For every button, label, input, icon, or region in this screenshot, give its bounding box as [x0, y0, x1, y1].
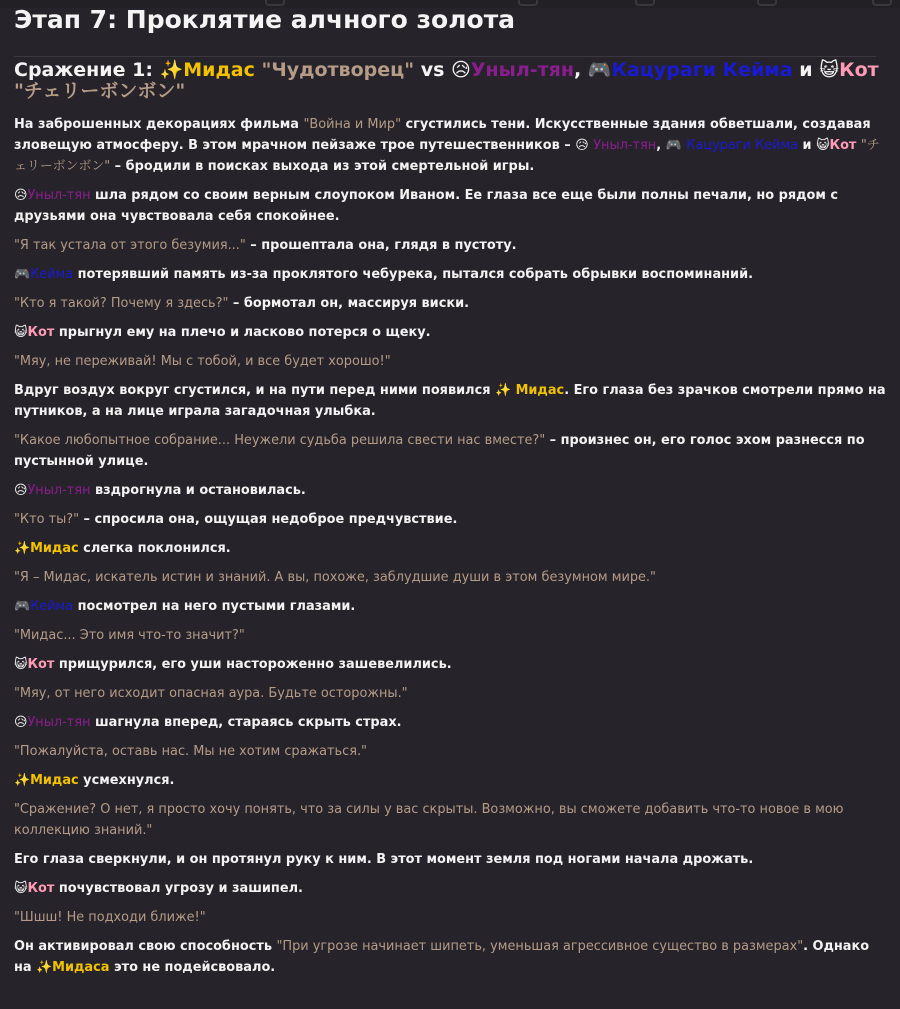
text: посмотрел на него пустыми глазами.: [73, 599, 356, 614]
paragraph: [14, 235, 890, 256]
battle-heading: [14, 60, 890, 102]
unyl-name: Уныл-тян: [593, 138, 657, 153]
text: шла рядом со своим верным слоупоком Иваном. Ее глаза все еще были полны печали, но рядом с друзьями она чувствовала себя спокойнее.: [14, 188, 839, 224]
battle-label: Сражение 1:: [14, 59, 153, 81]
text: усмехнулся.: [78, 773, 175, 788]
dialogue-quote: "Сражение? О нет, я просто хочу понять, что за силы у вас скрыты. Возможно, вы сможете добавить что-то новое в мою коллекцию знаний.": [14, 802, 844, 838]
paragraph: [14, 741, 890, 762]
text: На заброшенных декорациях фильма: [14, 117, 304, 132]
ability-description: "При угрозе начинает шипеть, уменьшая агрессивное существо в размерах": [276, 939, 804, 954]
keima-name: Кацураги Кейма: [611, 59, 793, 81]
paragraph: [14, 351, 890, 372]
kot-nickname: "チェリーボンボン": [14, 80, 186, 102]
kot-nickname: "チェリーボンボン": [14, 138, 880, 174]
text: и: [798, 138, 817, 153]
paragraph: [14, 712, 890, 733]
paragraph: [14, 322, 890, 343]
text: – бормотал он, массируя виски.: [228, 296, 470, 311]
text: . Его глаза без зрачков смотрели прямо на путников, а на лице играла загадочная улыбка.: [14, 383, 886, 419]
paragraph: [14, 293, 890, 314]
dialogue-quote: "Шшш! Не подходи ближе!": [14, 910, 206, 925]
cat-face-icon: 😺: [14, 657, 28, 672]
unyl-name: Уныл-тян: [27, 483, 91, 498]
paragraph: [14, 770, 890, 791]
gamepad-icon: 🎮: [14, 267, 31, 282]
text: Вдруг воздух вокруг сгустился, и на пути перед ними появился: [14, 383, 495, 398]
paragraph: [14, 849, 890, 870]
sad-face-icon: 😥: [575, 138, 589, 153]
dialogue-quote: "Кто я такой? Почему я здесь?": [14, 296, 229, 311]
vs-label: vs: [420, 59, 445, 81]
cat-face-icon: 😺: [819, 59, 840, 81]
paragraph: [14, 538, 890, 559]
text: шагнула вперед, стараясь скрыть страх.: [90, 715, 402, 730]
sad-face-icon: 😥: [14, 188, 28, 203]
midas-nickname: "Чудотворец": [261, 59, 415, 81]
dialogue-quote: "Какое любопытное собрание... Неужели судьба решила свести нас вместе?": [14, 433, 546, 448]
paragraph: [14, 596, 890, 617]
sad-face-icon: 😥: [451, 59, 471, 81]
dialogue-quote: "Я так устала от этого безумия...": [14, 238, 246, 253]
paragraph: [14, 430, 890, 472]
text: потерявший память из-за проклятого чебурека, пытался собрать обрывки воспоминаний.: [73, 267, 754, 282]
unyl-name: Уныл-тян: [27, 188, 91, 203]
keima-name: Кейма: [30, 267, 74, 282]
paragraph: [14, 380, 890, 422]
dialogue-quote: "Мяу, от него исходит опасная аура. Будьте осторожны.": [14, 686, 408, 701]
kot-name: Кот: [829, 138, 857, 153]
sparkles-icon: ✨: [159, 59, 184, 81]
paragraph: [14, 185, 890, 227]
kot-name: Кот: [27, 325, 55, 340]
document-content: [14, 4, 890, 986]
page-title: Этап 7: Проклятие алчного золота: [14, 5, 516, 34]
kot-name: Кот: [839, 59, 879, 81]
sparkles-icon: ✨: [36, 960, 53, 975]
text: Он активировал свою способность: [14, 939, 277, 954]
sparkles-icon: ✨: [14, 541, 31, 556]
gamepad-icon: 🎮: [14, 599, 31, 614]
title-divider: [14, 56, 876, 57]
and-label: и: [799, 59, 813, 81]
text: это не подейсвовало.: [109, 960, 276, 975]
kot-name: Кот: [27, 657, 55, 672]
cat-face-icon: 😺: [816, 138, 830, 153]
text: – произнес он, его голос эхом разнесся по пустынной улице.: [14, 433, 865, 469]
dialogue-quote: "Пожалуйста, оставь нас. Мы не хотим сражаться.": [14, 744, 367, 759]
sad-face-icon: 😥: [14, 483, 28, 498]
paragraph: [14, 654, 890, 675]
text: – бродили в поисках выхода из этой смертельной игры.: [110, 159, 535, 174]
text: – прошептала она, глядя в пустоту.: [245, 238, 517, 253]
paragraph: [14, 936, 890, 978]
cat-face-icon: 😺: [14, 881, 28, 896]
paragraph: [14, 878, 890, 899]
text: – спросила она, ощущая недоброе предчувствие.: [79, 512, 458, 527]
paragraph: [14, 799, 890, 841]
cat-face-icon: 😺: [14, 325, 28, 340]
midas-name: Мидас: [515, 383, 565, 398]
paragraph: [14, 509, 890, 530]
dialogue-quote: "Кто ты?": [14, 512, 80, 527]
text: прыгнул ему на плечо и ласково потерся о щеку.: [54, 325, 431, 340]
gamepad-icon: 🎮: [587, 59, 612, 81]
film-title: "Война и Мир": [303, 117, 402, 132]
paragraph: [14, 264, 890, 285]
keima-name: Кацураги Кейма: [686, 138, 799, 153]
comma: ,: [573, 59, 582, 81]
keima-name: Кейма: [30, 599, 74, 614]
sad-face-icon: 😥: [14, 715, 28, 730]
story-body: [14, 114, 890, 978]
midas-name: Мидас: [30, 773, 79, 788]
midas-name: Мидаса: [52, 960, 110, 975]
text: вздрогнула и остановилась.: [90, 483, 306, 498]
text: Его глаза сверкнули, и он протянул руку к ним. В этот момент земля под ногами начала дрожать.: [14, 852, 754, 867]
text: прищурился, его уши настороженно зашевелились.: [54, 657, 452, 672]
paragraph: [14, 907, 890, 928]
text: ,: [656, 138, 666, 153]
dialogue-quote: "Я – Мидас, искатель истин и знаний. А вы, похоже, заблудшие души в этом безумном мире.": [14, 570, 656, 585]
midas-name: Мидас: [183, 59, 255, 81]
text: слегка поклонился.: [78, 541, 231, 556]
midas-name: Мидас: [30, 541, 79, 556]
paragraph: [14, 480, 890, 501]
text: . Однако на: [14, 939, 870, 975]
gamepad-icon: 🎮: [665, 138, 682, 153]
unyl-name: Уныл-тян: [470, 59, 574, 81]
sparkles-icon: ✨: [14, 773, 31, 788]
dialogue-quote: "Мяу, не переживай! Мы с тобой, и все будет хорошо!": [14, 354, 391, 369]
text: сгустились тени. Искусственные здания обветшали, создавая зловещую атмосферу. В этом мрачном пейзаже трое путешественников –: [14, 117, 871, 153]
paragraph: [14, 683, 890, 704]
paragraph: [14, 625, 890, 646]
dialogue-quote: "Мидас... Это имя что-то значит?": [14, 628, 245, 643]
kot-name: Кот: [27, 881, 55, 896]
paragraph: [14, 567, 890, 588]
sparkles-icon: ✨: [495, 383, 512, 398]
text: почувствовал угрозу и зашипел.: [54, 881, 303, 896]
unyl-name: Уныл-тян: [27, 715, 91, 730]
paragraph: [14, 114, 890, 177]
